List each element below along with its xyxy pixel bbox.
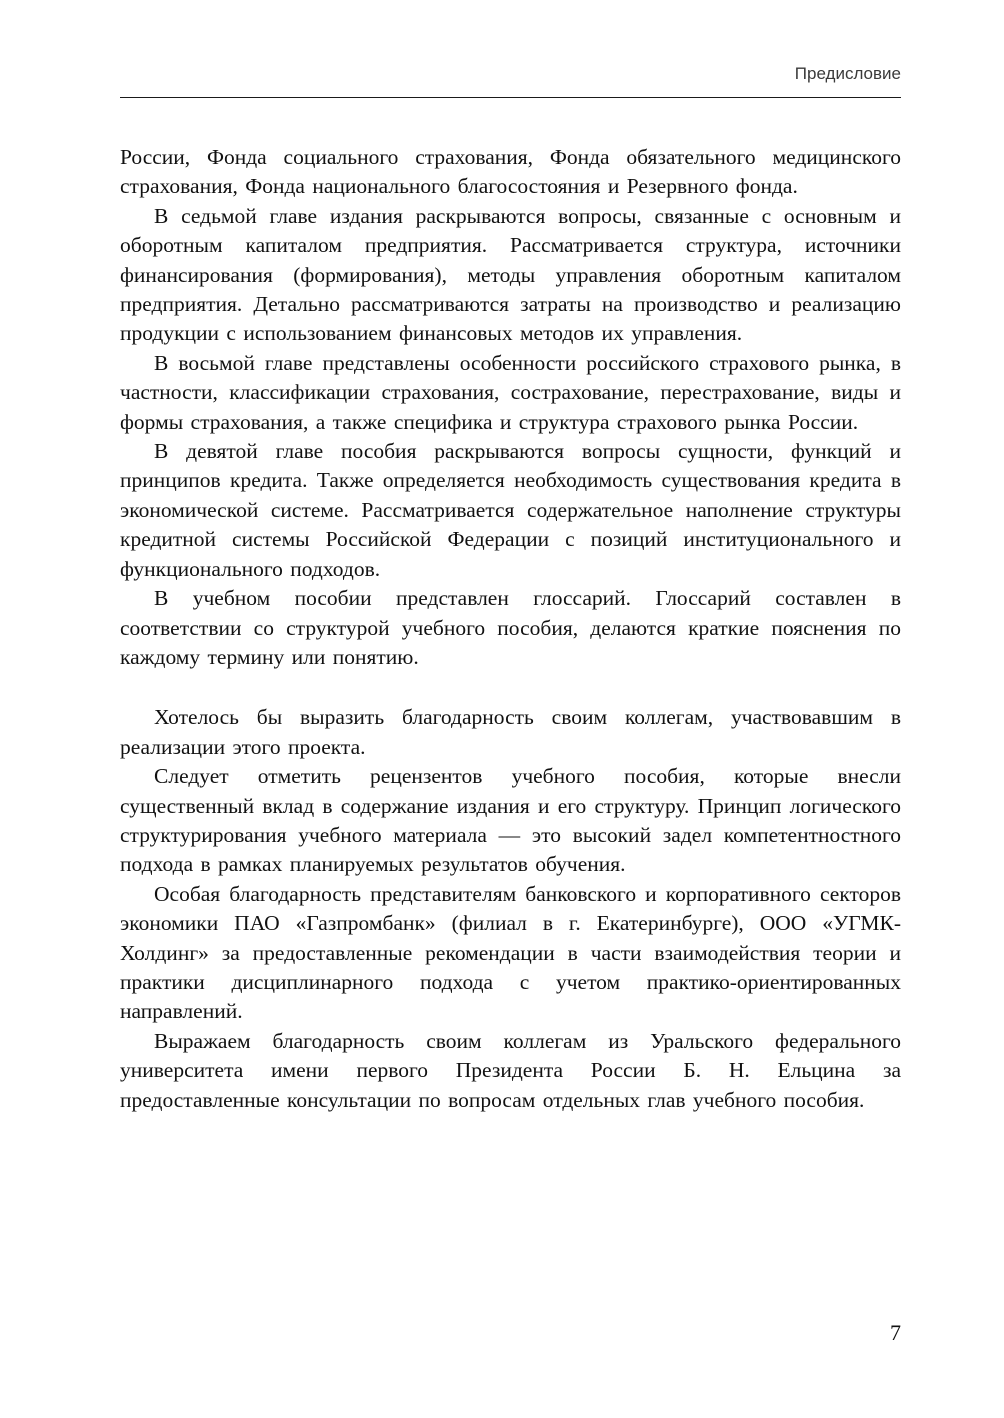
- running-header: Предисловие: [120, 64, 901, 98]
- paragraph: России, Фонда социального страхования, Фонда обязательного медицинского страхования, Фонда национального благосостояния и Резервного фонда.: [120, 145, 901, 199]
- paragraph: В учебном пособии представлен глоссарий. Глоссарий составлен в соответствии со структурой учебного пособия, делаются краткие пояснения по каждому термину или понятию.: [120, 586, 901, 669]
- paragraph: Выражаем благодарность своим коллегам из Уральского федерального университета имени первого Президента России Б. Н. Ельцина за предоставленные консультации по вопросам отдельных глав учебного пособия.: [120, 1028, 901, 1112]
- page-content: [120, 64, 901, 1115]
- paragraph: В девятой главе пособия раскрываются вопросы сущности, функций и принципов кредита. Также определяется необходимость существования кредита в экономической системе. Рассматривается содержательное наполнение структуры кредитной системы Российской Федерации с позиций институционального и функционального подходов.: [120, 439, 901, 581]
- body-text: [120, 143, 901, 1115]
- paragraph: Хотелось бы выразить благодарность своим коллегам, участвовавшим в реализации этого проекта.: [120, 705, 901, 759]
- paragraph: Особая благодарность представителям банковского и корпоративного секторов экономики ПАО «Газпромбанк» (филиал в г. Екатеринбурге), ООО «УГМК-Холдинг» за предоставленные рекомендации в части взаимодействия теории и практики дисциплинарного подхода с учетом практико-ориентированных направлений.: [120, 881, 901, 1024]
- page-number: 7: [890, 1320, 901, 1345]
- paragraph: В восьмой главе представлены особенности российского страхового рынка, в частности, классификации страхования, сострахование, перестрахование, виды и формы страхования, а также специфика и структура страхового рынка России.: [120, 350, 901, 434]
- paragraph: Следует отметить рецензентов учебного пособия, которые внесли существенный вклад в содержание издания и его структуру. Принцип логического структурирования учебного материала — это высокий задел компетентностного подхода в рамках планируемых результатов обучения.: [120, 764, 901, 877]
- paragraph: В седьмой главе издания раскрываются вопросы, связанные с основным и оборотным капиталом предприятия. Рассматривается структура, источники финансирования (формирования), методы управления оборотным капиталом предприятия. Детально рассматриваются затраты на производство и реализацию продукции с использованием финансовых методов их управления.: [120, 203, 901, 346]
